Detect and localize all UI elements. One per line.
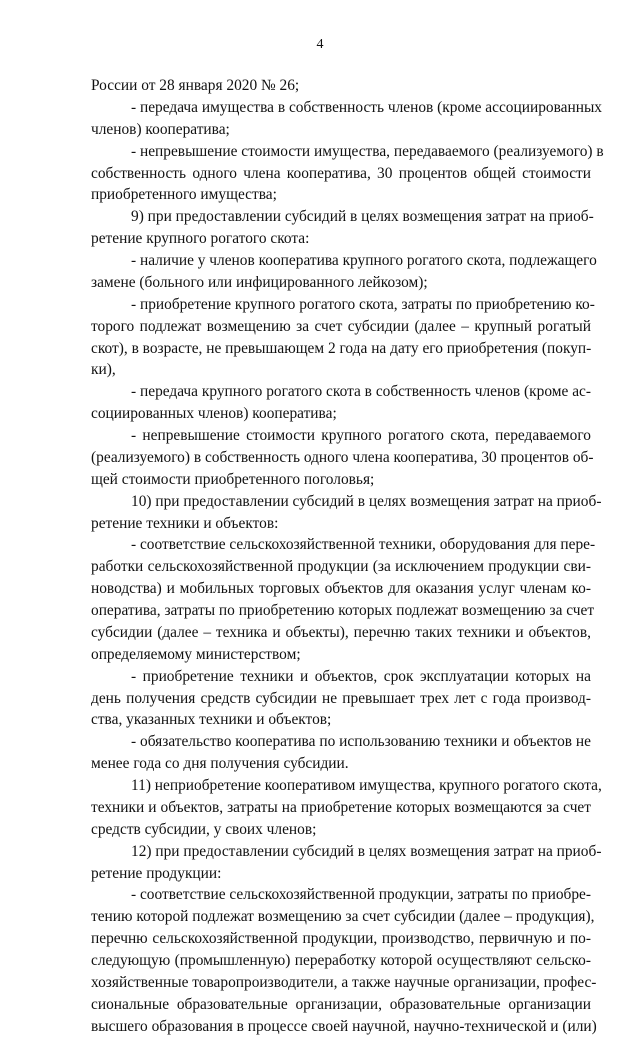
text-line: техники и объектов, затраты на приобретение которых возмещаются за счет <box>91 798 591 816</box>
text-line: день получения средств субсидии не превышает трех лет с года производ- <box>91 689 591 707</box>
text-line: ретение продукции: <box>91 864 222 882</box>
text-line: - передача крупного рогатого скота в собственность членов (кроме ас- <box>131 383 591 401</box>
page-number: 4 <box>316 37 324 52</box>
text-line: следующую (промышленную) переработку которой осуществляют сельско- <box>91 952 591 969</box>
text-line: 11) неприобретение кооперативом имущества, крупного рогатого скота, <box>131 777 602 794</box>
text-line: менее года со дня получения субсидии. <box>91 755 349 773</box>
text-line: 10) при предоставлении субсидий в целях возмещения затрат на приоб- <box>131 492 602 510</box>
text-line: - непревышение стоимости имущества, передаваемого (реализуемого) в <box>131 142 604 160</box>
text-line: хозяйственные товаропроизводители, а также научные организации, профес- <box>91 973 597 991</box>
text-line: субсидии (далее – техника и объекты), перечню таких техники и объектов, <box>91 623 591 641</box>
text-line: перечню сельскохозяйственной продукции, производство, первичную и по- <box>91 930 591 948</box>
text-line: оператива, затраты по приобретению которых подлежат возмещению за счет <box>91 602 595 619</box>
text-line: тению которой подлежат возмещению за счет субсидии (далее – продукция), <box>91 908 595 926</box>
text-line: (реализуемого) в собственность одного члена кооператива, 30 процентов об- <box>91 448 594 466</box>
text-line: скот), в возрасте, не превышающем 2 года на дату его приобретения (покуп- <box>91 339 592 357</box>
text-line: - обязательство кооператива по использованию техники и объектов не <box>131 733 591 751</box>
text-line: ретение крупного рогатого скота: <box>91 230 310 248</box>
text-line: - соответствие сельскохозяйственной продукции, затраты по приобре- <box>131 886 591 904</box>
text-line: приобретенного имущества; <box>91 186 277 204</box>
text-line: средств субсидии, у своих членов; <box>91 820 317 838</box>
text-line: 12) при предоставлении субсидий в целях возмещения затрат на приоб- <box>131 842 602 860</box>
text-line: новодства) и мобильных торговых объектов для оказания услуг членам ко- <box>91 580 591 598</box>
text-line: собственность одного члена кооператива, 30 процентов общей стоимости <box>91 164 591 182</box>
document-body <box>91 75 604 1038</box>
text-line: ки), <box>91 361 116 379</box>
text-line: высшего образования в процессе своей научной, научно-технической и (или) <box>91 1017 597 1035</box>
text-line: 9) при предоставлении субсидий в целях возмещения затрат на приоб- <box>131 208 594 226</box>
text-line: - передача имущества в собственность членов (кроме ассоциированных <box>131 98 602 116</box>
text-line: - соответствие сельскохозяйственной техники, оборудования для пере- <box>131 536 596 554</box>
text-line: социированных членов) кооператива; <box>91 405 337 423</box>
text-line: ретение техники и объектов: <box>91 514 279 532</box>
text-line: - наличие у членов кооператива крупного рогатого скота, подлежащего <box>131 252 597 269</box>
text-line: членов) кооператива; <box>91 120 230 138</box>
text-line: работки сельскохозяйственной продукции (за исключением продукции сви- <box>91 558 591 576</box>
text-line: замене (больного или инфицированного лейкозом); <box>91 273 428 291</box>
text-line: определяемому министерством; <box>91 645 301 663</box>
text-line: России от 28 января 2020 № 26; <box>91 77 300 94</box>
text-line: - непревышение стоимости крупного рогатого скота, передаваемого <box>131 427 591 444</box>
text-line: сиональные образовательные организации, образовательные организации <box>91 995 591 1013</box>
text-line: ства, указанных техники и объектов; <box>91 711 332 729</box>
text-line: торого подлежат возмещению за счет субсидии (далее – крупный рогатый <box>91 317 591 335</box>
text-line: - приобретение техники и объектов, срок эксплуатации которых на <box>131 667 591 685</box>
text-line: - приобретение крупного рогатого скота, затраты по приобретению ко- <box>131 295 595 313</box>
text-line: щей стоимости приобретенного поголовья; <box>91 470 375 488</box>
